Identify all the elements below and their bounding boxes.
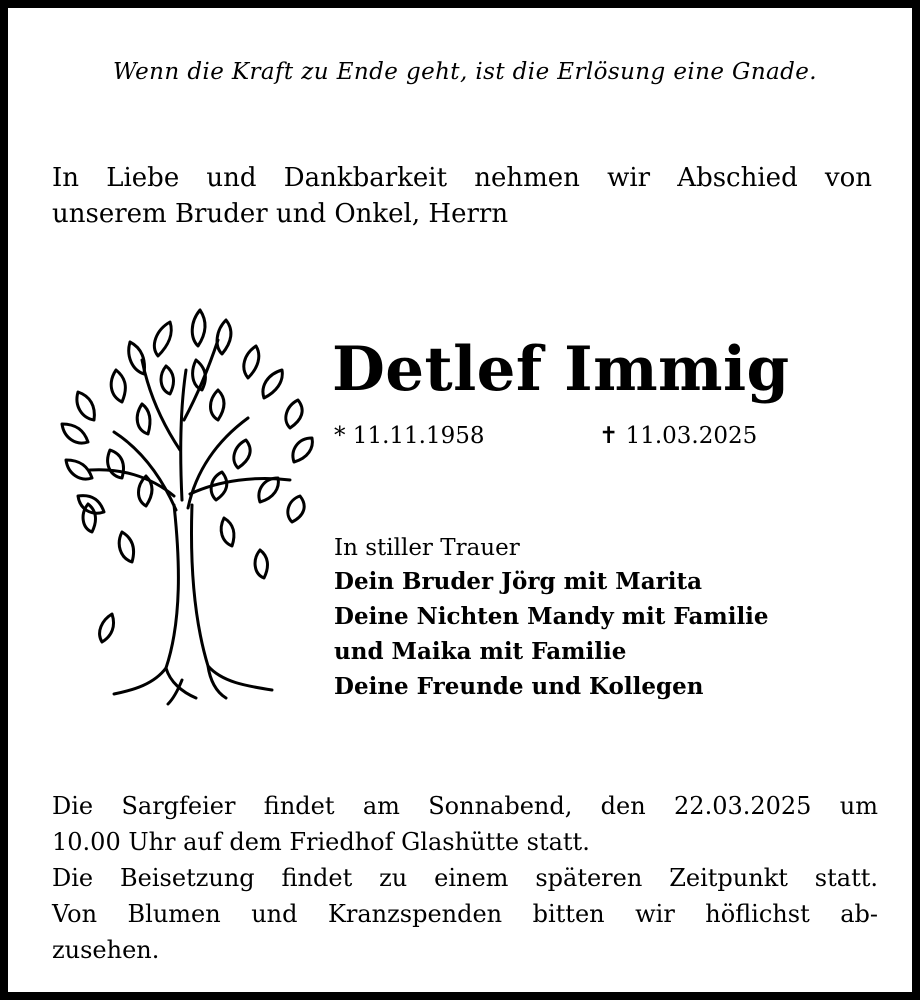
info-line: Von Blumen und Kranzspenden bitten wir höflichst ab- [52,900,878,928]
info-line: zusehen. [52,936,160,964]
intro-line: In Liebe und Dankbarkeit nehmen wir Abschied von [52,163,872,193]
info-line: Die Sargfeier findet am Sonnabend, den 22.03.2025 um [52,792,878,820]
intro-line: unserem Bruder und Onkel, Herrn [52,199,509,229]
mourners-heading: In stiller Trauer [334,535,520,561]
motto: Wenn die Kraft zu Ende geht, ist die Erlösung eine Gnade. [113,59,817,85]
mourner-line: und Maika mit Familie [334,638,627,665]
mourners-block [334,532,854,704]
info-line: 10.00 Uhr auf dem Friedhof Glashütte statt. [52,828,590,856]
mourner-line: Deine Freunde und Kollegen [334,673,704,700]
info-line: Die Beisetzung findet zu einem späteren Zeitpunkt statt. [52,864,878,892]
birth-date: * 11.11.1958 [334,423,485,449]
deceased-name: Detlef Immig [332,334,790,405]
mourner-line: Deine Nichten Mandy mit Familie [334,603,769,630]
tree-icon [50,300,326,710]
mourner-line: Dein Bruder Jörg mit Marita [334,568,703,595]
death-date: ✝ 11.03.2025 [599,423,758,449]
service-info [52,788,878,968]
life-dates [334,418,794,454]
intro-text [52,160,872,232]
